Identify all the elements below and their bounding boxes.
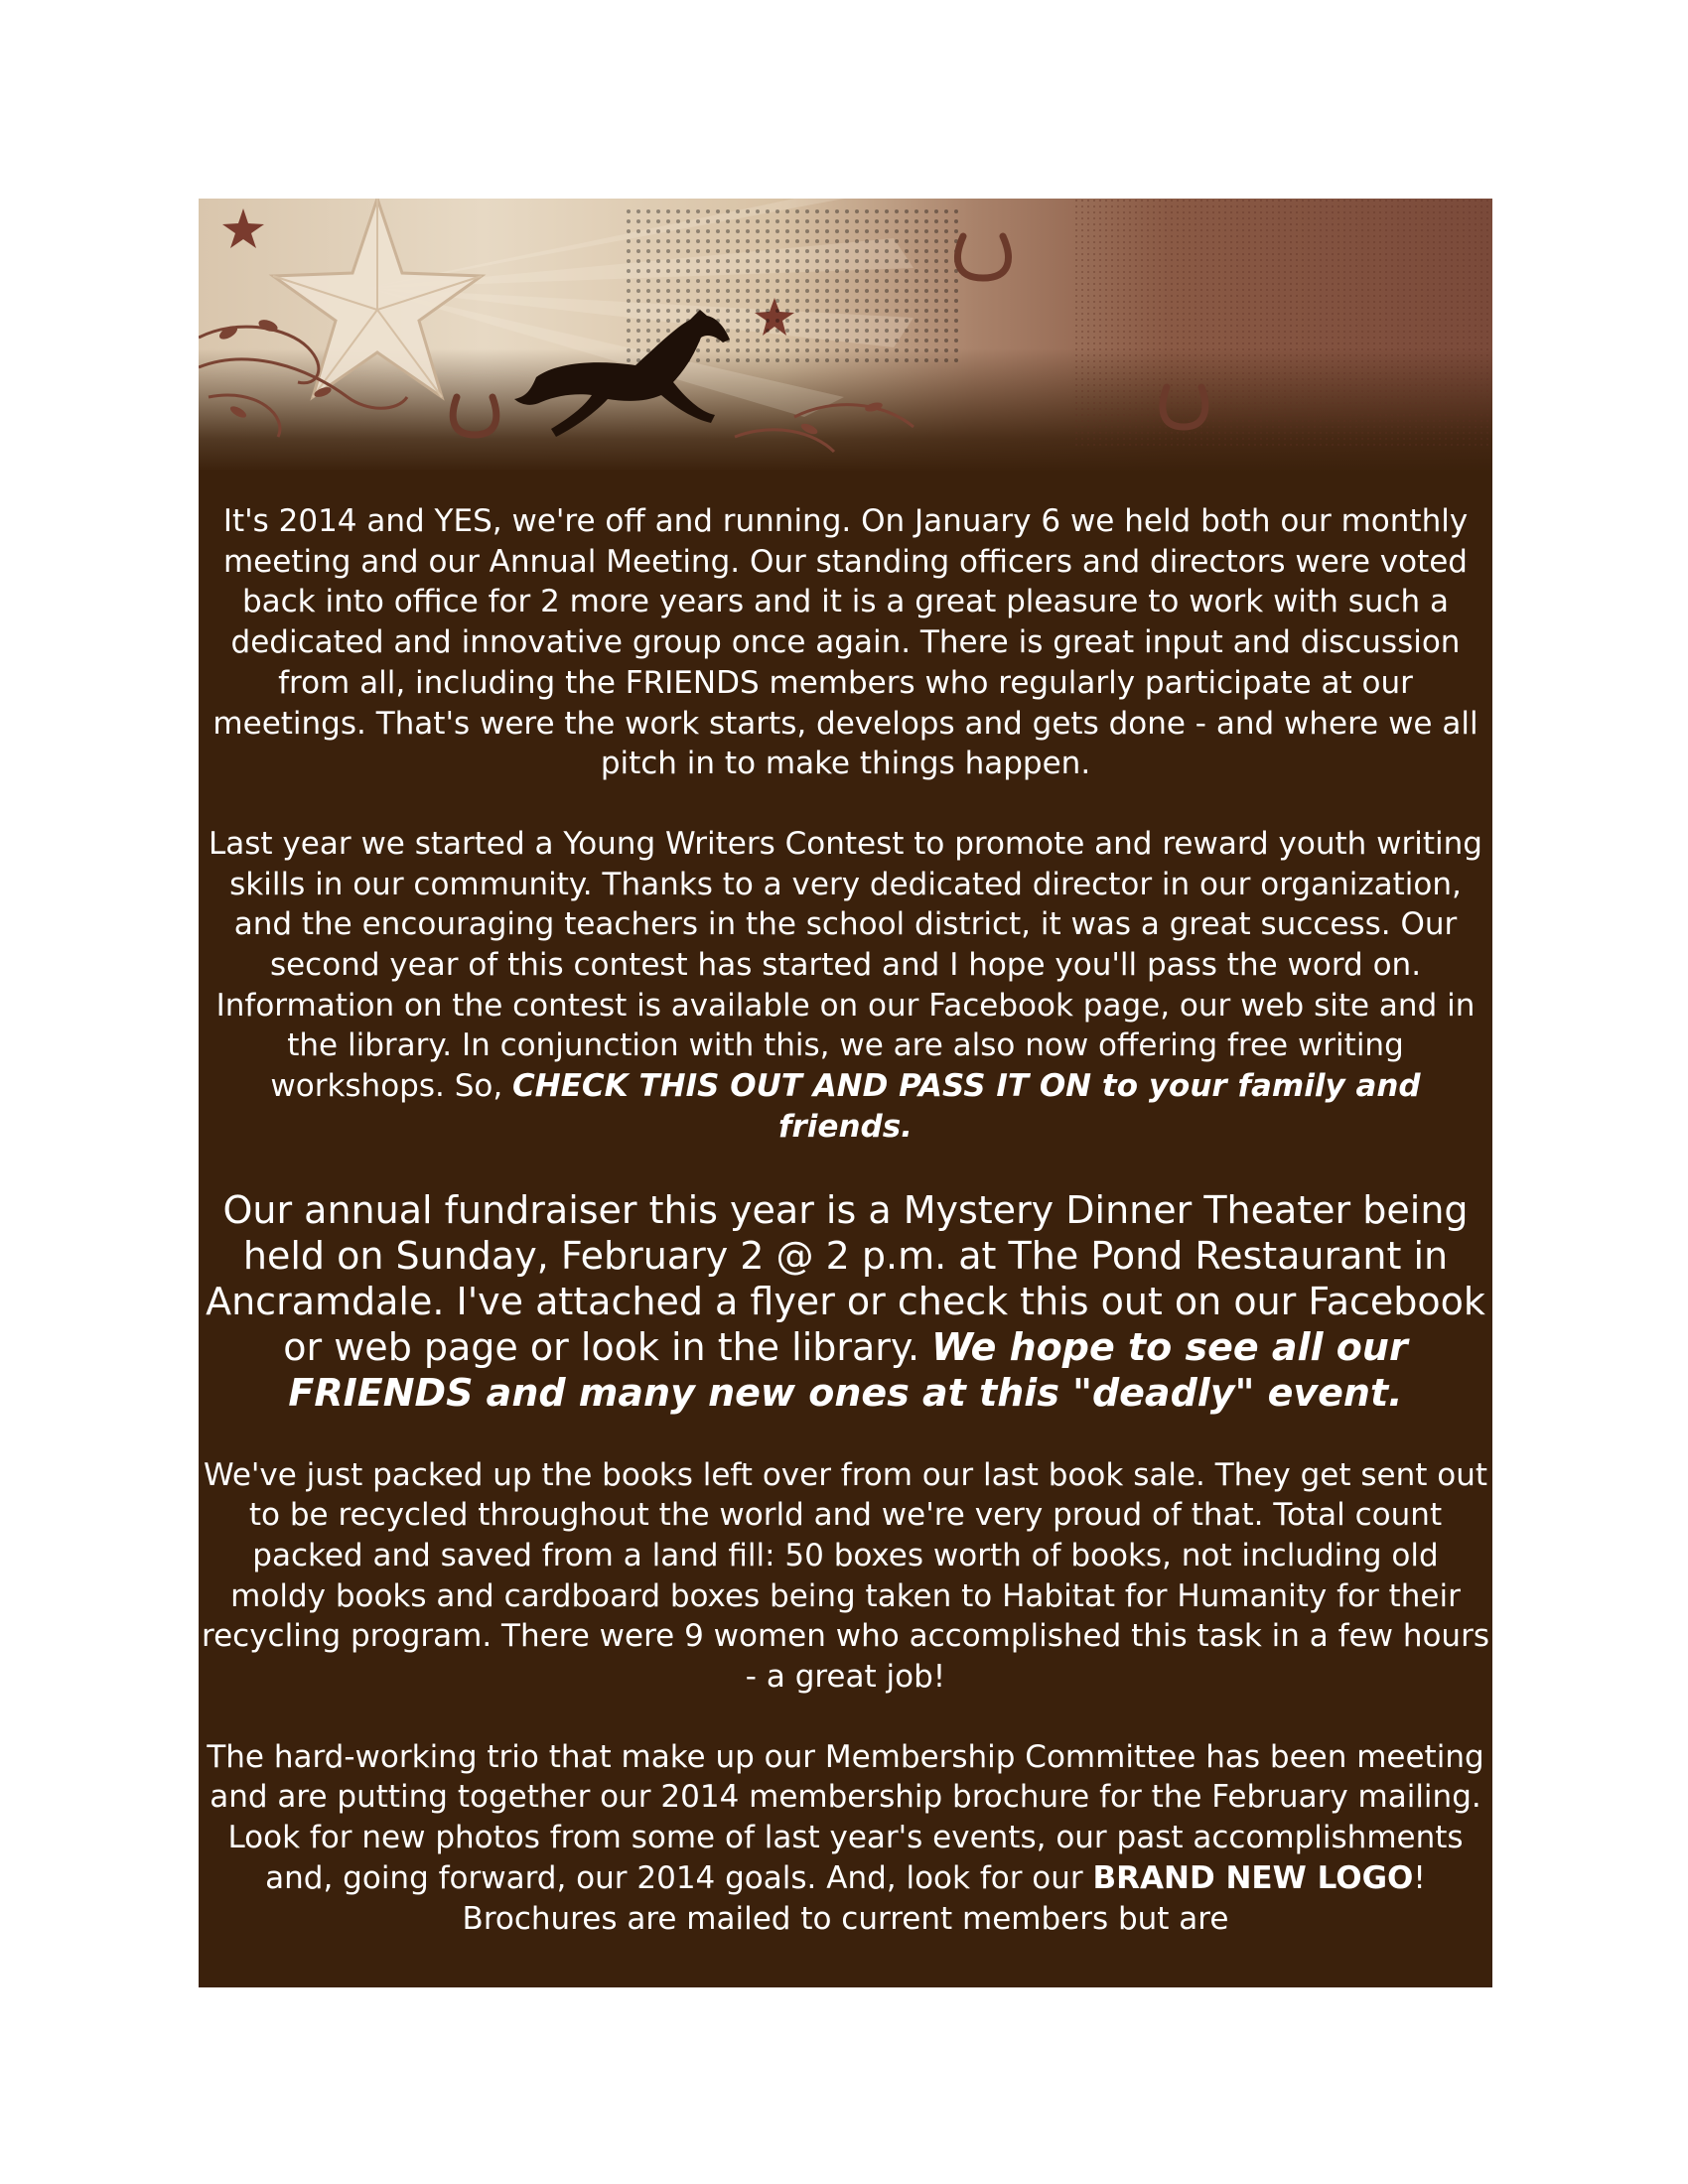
paragraph-fundraiser (199, 1187, 1492, 1416)
star-icon (222, 208, 264, 248)
horseshoe-icon (958, 236, 1009, 278)
large-star-icon (273, 199, 482, 397)
paragraph-annual-meeting: It's 2014 and YES, we're off and running. On January 6 we held both our monthly meeting and our Annual Meeting. Our standing officers and directors were voted back into office for 2 more years and it is a great pleasure to work with such a dedicated and innovative group once again. There is great input and discussion from all, including the FRIENDS members who regularly participate at our meetings. That's were the work starts, develops and gets done - and where we all pitch in to make things happen. (212, 503, 1478, 782)
paragraph-membership (199, 1737, 1492, 1940)
newsletter-panel (199, 199, 1492, 1987)
brand-new-logo-label: BRAND NEW LOGO (1092, 1859, 1414, 1896)
membership-text: The hard-working trio that make up our Membership Committee has been meeting and are putting together our 2014 membership brochure for the February mailing. Look for new photos from some of last year's events, our past accomplishments and, going forward, our 2014 goals. And, look for our (207, 1738, 1484, 1896)
western-banner (199, 199, 1492, 472)
horseshoe-icon (453, 397, 496, 435)
fundraiser-call-to-action: We hope to see all our FRIENDS and many new ones at this "deadly" event. (288, 1324, 1408, 1415)
banner-artwork (199, 199, 1492, 472)
paragraph-book-sale: We've just packed up the books left over from our last book sale. They get sent out to be recycled throughout the world and we're very proud of that. Total count packed and saved from a land fill: 50 boxes worth of books, not including old moldy books and cardboard boxes being taken to Habitat for Humanity for their recycling program. There were 9 women who accomplished this task in a few hours - a great job! (202, 1456, 1489, 1696)
newsletter-body (199, 501, 1492, 1979)
membership-tail: ! Brochures are mailed to current members but are (462, 1859, 1426, 1937)
young-writers-text: Last year we started a Young Writers Contest to promote and reward youth writing skills in our community. Thanks to a very dedicated director in our organization, and the encouraging teachers in the school district, it was a great success. Our second year of this contest has started and I hope you'll pass the word on. Information on the contest is available on our Facebook page, our web site and in the library. In conjunction with this, we are also now offering free writing workshops. So, (209, 825, 1482, 1105)
young-writers-call-to-action: CHECK THIS OUT AND PASS IT ON to your family and friends. (512, 1068, 1421, 1145)
paragraph-young-writers (199, 824, 1492, 1148)
fundraiser-text: Our annual fundraiser this year is a Mystery Dinner Theater being held on Sunday, February 2 @ 2 p.m. at The Pond Restaurant in Ancramdale. I've attached a flyer or check this out on our Facebook or web page or look in the library. (206, 1187, 1485, 1369)
